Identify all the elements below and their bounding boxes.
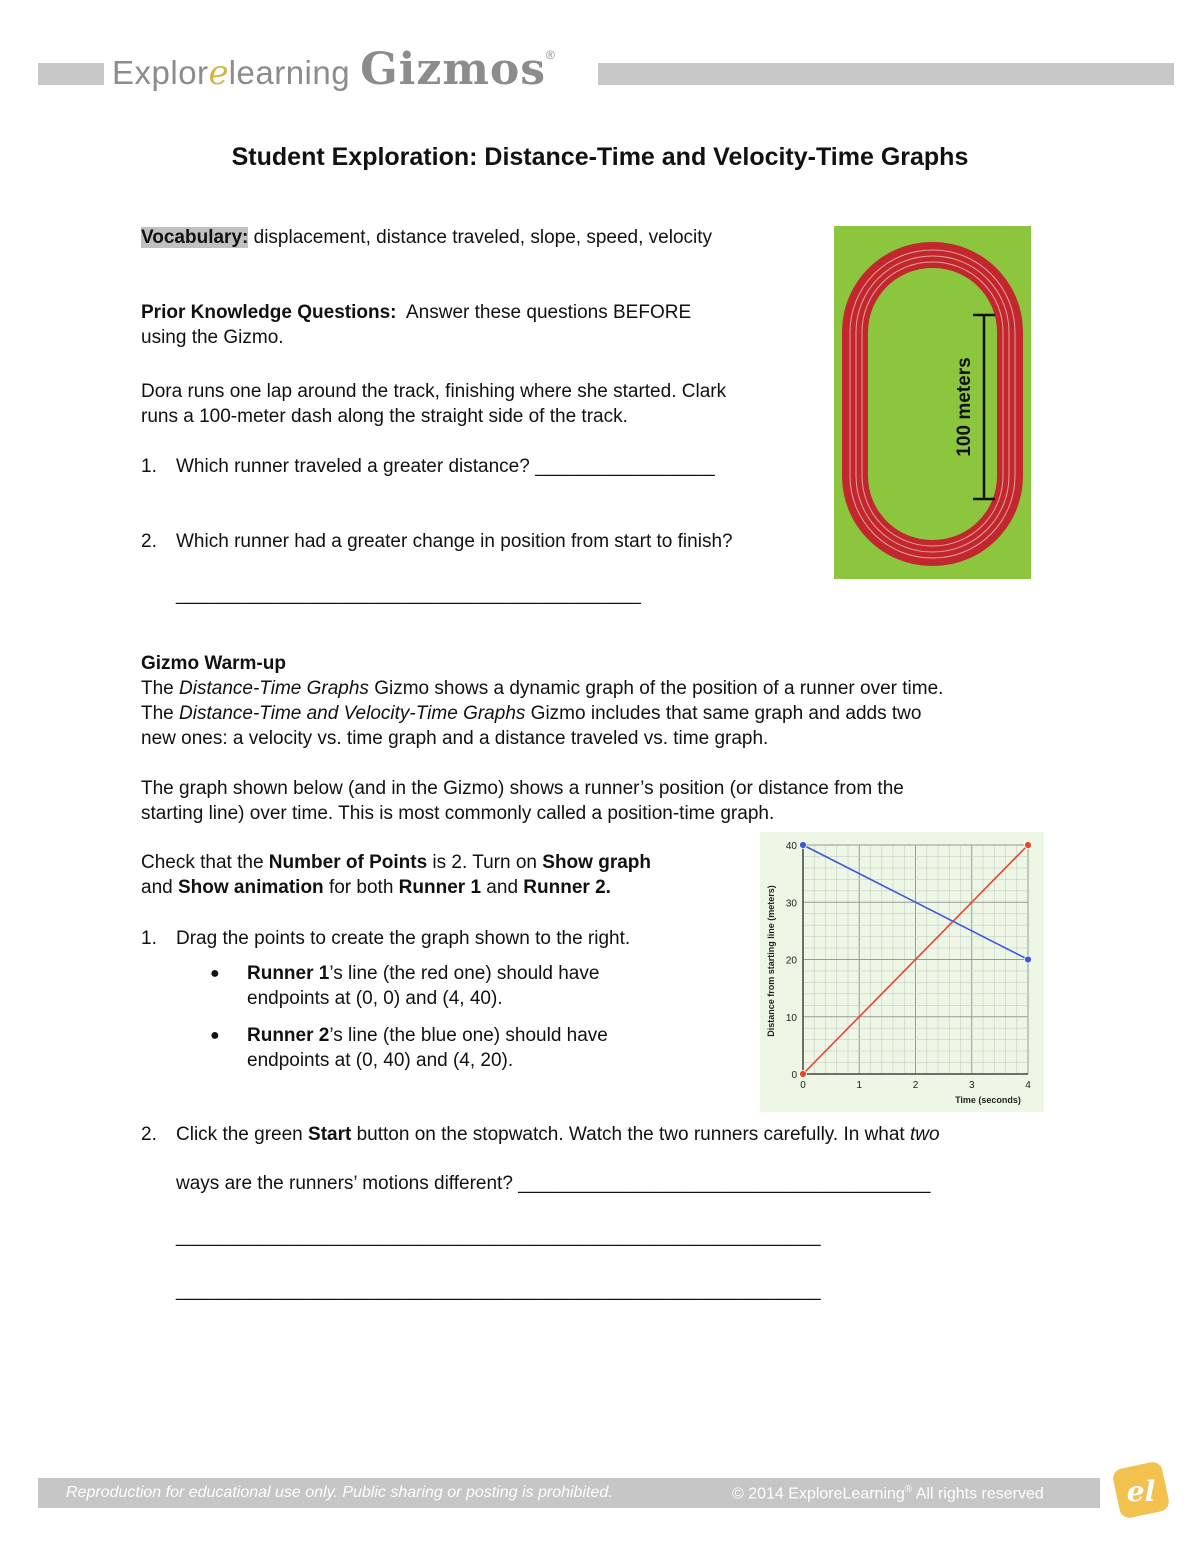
footer-registered: ® — [904, 1484, 913, 1495]
footer-copyright-text: © 2014 ExploreLearning — [732, 1485, 905, 1503]
position-time-graph — [760, 832, 1044, 1112]
x-axis-label: Time (seconds) — [955, 1095, 1021, 1105]
step-2-answer-blank-1[interactable]: _______________________________________ — [518, 1173, 931, 1194]
x-tick-label: 2 — [912, 1080, 919, 1091]
y-tick-label: 30 — [785, 898, 797, 910]
header-bar-left — [38, 63, 104, 85]
page-title: Student Exploration: Distance-Time and Velocity-Time Graphs — [231, 143, 969, 171]
series-point-runner-2 — [1025, 956, 1032, 963]
warmup-p1-gizmo-name-2: Distance-Time and Velocity-Time Graphs — [179, 703, 526, 724]
step-2-start: Start — [308, 1124, 352, 1145]
vocabulary-line — [141, 225, 712, 250]
badge-svg — [1104, 1455, 1174, 1525]
warmup-p1-gizmo-name-1: Distance-Time Graphs — [179, 678, 369, 699]
logo-explore: Explor — [112, 54, 209, 91]
step-2-a: Click the green — [176, 1124, 309, 1145]
x-tick-label: 3 — [968, 1080, 975, 1091]
y-tick-label: 0 — [791, 1070, 797, 1081]
question-2-number: 2. — [141, 531, 157, 552]
prior-knowledge-label: Prior Knowledge Questions: — [141, 302, 397, 323]
footer-copyright — [732, 1484, 1044, 1503]
warmup-p1-e: new ones: a velocity vs. time graph and a distance traveled vs. time graph. — [141, 728, 769, 749]
step-2-c: button on the stopwatch. Watch the two runners carefully. In what — [351, 1124, 910, 1145]
step-2-line2 — [176, 1171, 930, 1196]
series-point-runner-2 — [800, 842, 807, 849]
warmup-p2-line1: The graph shown below (and in the Gizmo) shows a runner’s position (or distance from the — [141, 778, 904, 799]
footer-disclaimer: Reproduction for educational use only. Public sharing or posting is prohibited. — [66, 1484, 613, 1501]
prior-intro-line2: using the Gizmo. — [141, 327, 284, 348]
warmup-heading: Gizmo Warm-up — [141, 653, 286, 674]
question-1-answer-blank[interactable]: _________________ — [535, 456, 715, 477]
x-tick-label: 0 — [800, 1080, 806, 1091]
logo-learning: learning — [228, 54, 351, 91]
vocabulary-label: Vocabulary: — [141, 227, 249, 248]
logo-gizmos: Gizmos — [360, 44, 547, 95]
explorelearning-badge — [1104, 1455, 1174, 1525]
bullet-2-runner: Runner 2 — [247, 1025, 330, 1046]
y-tick-label: 40 — [785, 841, 797, 852]
question-2-answer-blank[interactable]: ____________________________________________ — [176, 584, 641, 605]
warmup-p2-line2: starting line) over time. This is most commonly called a position-time graph. — [141, 803, 775, 824]
y-axis-label: Distance from starting line (meters) — [766, 885, 776, 1037]
bullet-2-endpoints: endpoints at (0, 40) and (4, 20). — [247, 1050, 514, 1071]
warmup-p1-a: The — [141, 678, 180, 699]
x-tick-label: 1 — [856, 1080, 863, 1091]
running-track-illustration — [834, 226, 1031, 579]
bullet-dot-2: ● — [210, 1027, 220, 1044]
check-show-animation: Show animation — [177, 877, 324, 898]
bullet-1-runner: Runner 1 — [247, 963, 330, 984]
check-number-of-points: Number of Points — [268, 852, 428, 873]
footer-rights: All rights reserved — [912, 1485, 1044, 1503]
step-2-number: 2. — [141, 1124, 157, 1145]
bullet-dot-1: ● — [210, 965, 220, 982]
check-c: is 2. Turn on — [427, 852, 543, 873]
logo-l: e — [208, 53, 229, 93]
step-1-text: Drag the points to create the graph shown to the right. — [176, 928, 631, 949]
bullet-1-endpoints: endpoints at (0, 0) and (4, 40). — [247, 988, 503, 1009]
series-point-runner-1 — [1025, 842, 1032, 849]
series-point-runner-1 — [800, 1071, 807, 1078]
check-i: and — [481, 877, 524, 898]
vocabulary-terms: displacement, distance traveled, slope, speed, velocity — [253, 227, 713, 248]
check-runner-1: Runner 1 — [398, 877, 482, 898]
check-runner-2: Runner 2. — [523, 877, 611, 898]
question-1-text: Which runner traveled a greater distance? — [176, 456, 530, 477]
track-distance-label: 100 meters — [954, 357, 975, 457]
step-2-two: two — [910, 1124, 940, 1145]
track-svg — [834, 226, 1031, 579]
warmup-check-instructions — [141, 850, 751, 900]
warmup-p1-b: Gizmo shows a dynamic graph of the position of a runner over time. — [368, 678, 944, 699]
prior-scenario — [141, 379, 831, 429]
step-2-answer-blank-2[interactable]: _____________________________________________________________ — [176, 1226, 821, 1247]
x-tick-label: 4 — [1025, 1080, 1031, 1091]
explorelearning-gizmos-logo — [112, 44, 555, 100]
logo-registered: ® — [546, 48, 555, 62]
scenario-line2: runs a 100-meter dash along the straight side of the track. — [141, 406, 628, 427]
check-g: for both — [323, 877, 399, 898]
warmup-paragraph-1 — [141, 676, 1071, 751]
bullet-2-text: ’s line (the blue one) should have — [329, 1025, 608, 1046]
check-show-graph: Show graph — [542, 852, 651, 873]
check-e: and — [141, 877, 178, 898]
question-1-number: 1. — [141, 456, 157, 477]
scenario-line1: Dora runs one lap around the track, finishing where she started. Clark — [141, 381, 727, 402]
header-bar-right — [598, 63, 1174, 85]
step-2-answer-blank-3[interactable]: _____________________________________________________________ — [176, 1280, 821, 1301]
bullet-1-text: ’s line (the red one) should have — [329, 963, 600, 984]
prior-intro-line1: Answer these questions BEFORE — [406, 302, 692, 323]
warmup-p1-c: The — [141, 703, 180, 724]
step-1-number: 1. — [141, 928, 157, 949]
step-2-question: ways are the runners’ motions different? — [176, 1173, 513, 1194]
question-2-text: Which runner had a greater change in position from start to finish? — [176, 531, 733, 552]
warmup-paragraph-2 — [141, 776, 1071, 826]
warmup-p1-d: Gizmo includes that same graph and adds two — [525, 703, 922, 724]
y-tick-label: 10 — [785, 1012, 797, 1024]
check-a: Check that the — [141, 852, 269, 873]
y-tick-label: 20 — [785, 955, 797, 967]
prior-knowledge-intro — [141, 300, 831, 350]
graph-svg — [760, 832, 1044, 1112]
badge-letters: el — [1126, 1475, 1156, 1508]
